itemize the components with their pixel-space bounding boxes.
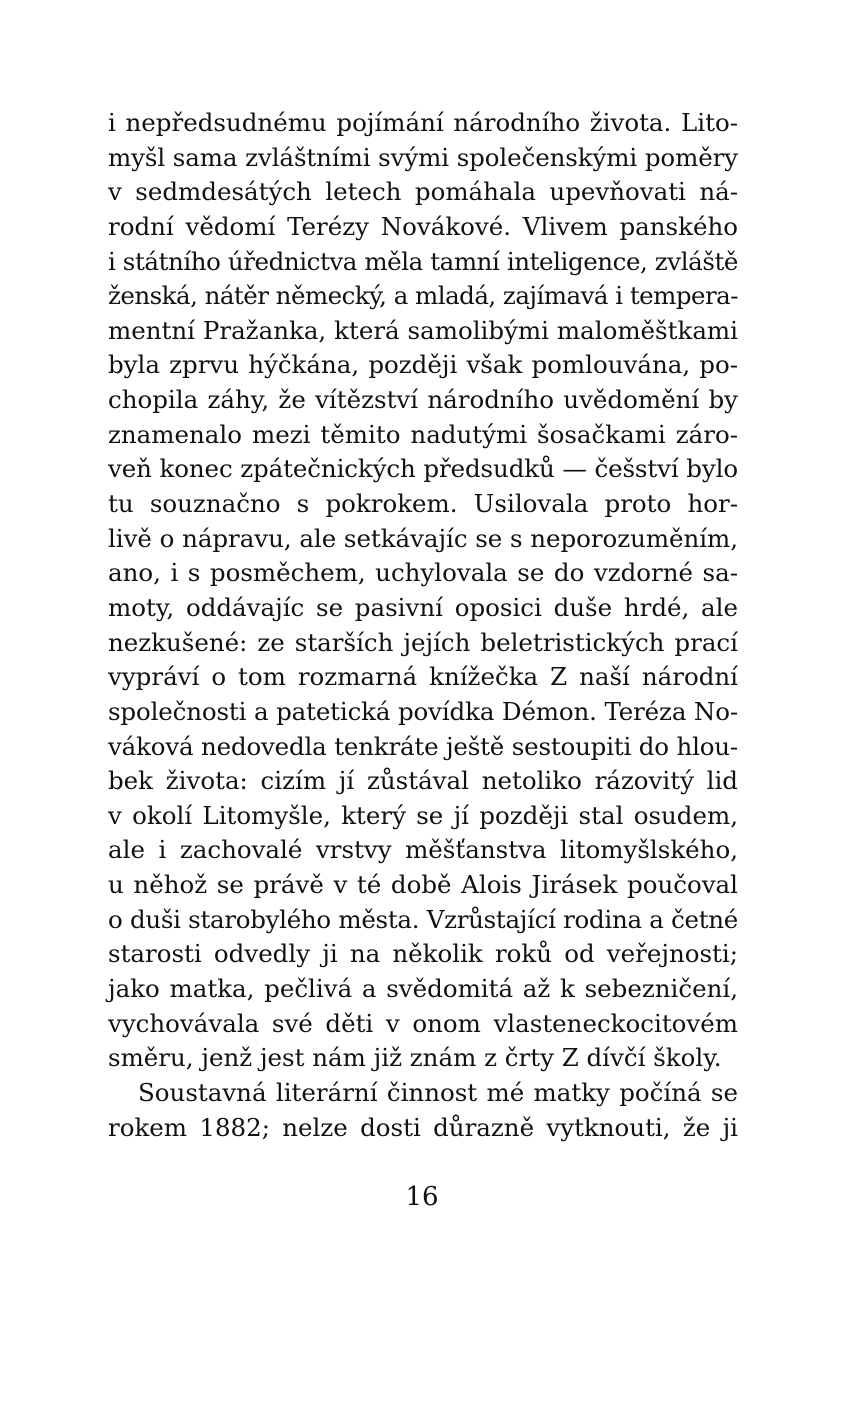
text-line: v okolí Litomyšle, který se jí později stal osudem, xyxy=(108,800,738,830)
text-line: starosti odvedly ji na několik roků od veřejnosti; xyxy=(108,939,738,969)
page-number: 16 xyxy=(405,1182,439,1212)
text-line: moty, oddávajíc se pasivní oposici duše hrdé, ale xyxy=(108,592,738,622)
text-line: myšl sama zvláštními svými společenskými poměry xyxy=(108,142,738,172)
text-line: chopila záhy, že vítězství národního uvědomění by xyxy=(108,385,738,415)
text-line: u něhož se právě v té době Alois Jirásek poučoval xyxy=(108,870,738,900)
text-line: rokem 1882; nelze dosti důrazně vytknouti, že ji xyxy=(108,1112,738,1142)
text-line: rodní vědomí Terézy Novákové. Vlivem panského xyxy=(108,211,738,241)
body-text xyxy=(108,106,738,1145)
paragraph-first-line: Soustavná literární činnost mé matky počíná se xyxy=(138,1077,738,1107)
text-line: tu souznačno s pokrokem. Usilovala proto hor- xyxy=(108,489,738,519)
text-line: společnosti a patetická povídka Démon. Teréza No- xyxy=(108,696,738,726)
paragraph-end-line: směru, jenž jest nám již znám z črty Z dívčí školy. xyxy=(108,1043,722,1073)
text-line: ano, i s posměchem, uchylovala se do vzdorné sa- xyxy=(108,558,738,588)
text-line: v sedmdesátých letech pomáhala upevňovati ná- xyxy=(108,177,738,207)
text-line: nezkušené: ze starších jejích beletristických prací xyxy=(108,627,738,657)
text-line: ženská, nátěr německý, a mladá, zajímavá i tempera- xyxy=(108,281,738,311)
text-line: znamenalo mezi těmito nadutými šosačkami záro- xyxy=(108,419,738,449)
text-line: o duši starobylého města. Vzrůstající rodina a četné xyxy=(108,904,738,934)
text-line: jako matka, pečlivá a svědomitá až k sebezničení, xyxy=(108,974,738,1004)
text-line: ale i zachovalé vrstvy měšťanstva litomyšlského, xyxy=(108,835,738,865)
text-line: byla zprvu hýčkána, později však pomlouvána, po- xyxy=(108,350,738,380)
text-line: i státního úřednictva měla tamní inteligence, zvláště xyxy=(108,246,738,276)
text-line: váková nedovedla tenkráte ještě sestoupiti do hlou- xyxy=(108,731,738,761)
text-line: i nepředsudnému pojímání národního života. Lito- xyxy=(108,108,738,137)
text-line: mentní Pražanka, která samolibými maloměštkami xyxy=(108,315,738,345)
text-line: vychovávala své děti v onom vlasteneckocitovém xyxy=(108,1008,738,1038)
text-line: veň konec zpátečnických předsudků — češství bylo xyxy=(108,454,738,484)
text-line: vypráví o tom rozmarná knížečka Z naší národní xyxy=(108,662,738,692)
text-line: livě o nápravu, ale setkávajíc se s neporozuměním, xyxy=(108,523,738,553)
text-line: bek života: cizím jí zůstával netoliko rázovitý lid xyxy=(108,766,738,796)
